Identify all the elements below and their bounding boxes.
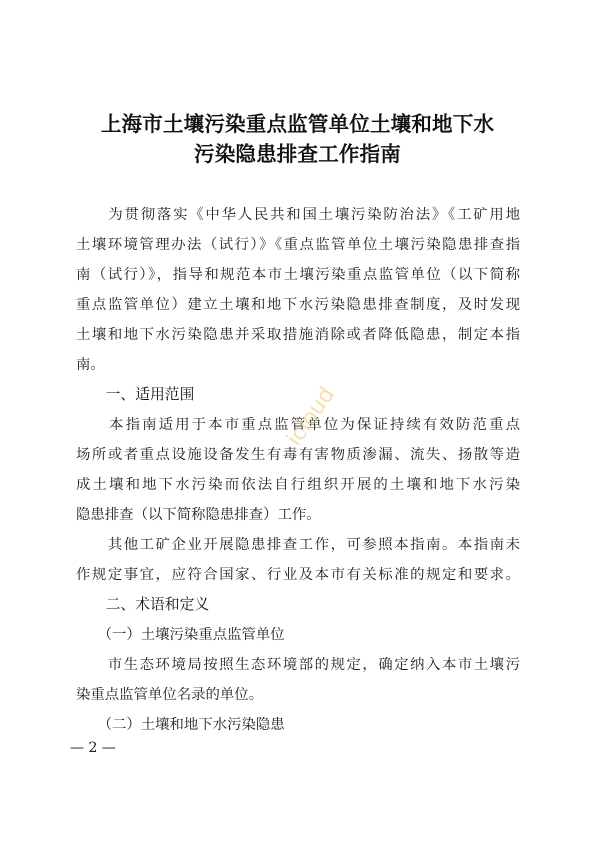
intro-line-5: 土壤和地下水污染隐患并采取措施消除或者降低隐患，制定本指: [76, 327, 520, 343]
scope-line-2: 场所或者重点设施设备发生有毒有害物质渗漏、流失、扬散等造: [76, 447, 520, 463]
scope-line-4: 隐患排查（以下简称隐患排查）工作。: [76, 507, 321, 523]
subsection-heading-key-units: （一）土壤污染重点监管单位: [76, 627, 285, 643]
document-title-line-1: 上海市土壤污染重点监管单位土壤和地下水: [100, 112, 495, 136]
intro-line-6: 南。: [76, 357, 105, 373]
intro-line-4: 重点监管单位）建立土壤和地下水污染隐患排查制度，及时发现: [76, 297, 520, 313]
subsection-heading-hazards: （二）土壤和地下水污染隐患: [76, 717, 285, 733]
watermark-text: icloud: [281, 382, 341, 451]
key-units-line-1: 市生态环境局按照生态环境部的规定，确定纳入本市土壤污: [76, 657, 520, 673]
scope-line-6: 作规定事宜，应符合国家、行业及本市有关标准的规定和要求。: [76, 567, 520, 583]
key-units-line-2: 染重点监管单位名录的单位。: [76, 687, 264, 703]
scope-line-1: 本指南适用于本市重点监管单位为保证持续有效防范重点: [76, 417, 520, 433]
scope-line-3: 成土壤和地下水污染而依法自行组织开展的土壤和地下水污染: [76, 477, 520, 493]
scope-line-5: 其他工矿企业开展隐患排查工作，可参照本指南。本指南未: [76, 537, 520, 553]
section-heading-scope: 一、适用范围: [76, 386, 195, 403]
document-title-line-2: 污染隐患排查工作指南: [194, 142, 401, 166]
section-heading-terms: 二、术语和定义: [76, 596, 210, 613]
intro-line-1: 为贯彻落实《中华人民共和国土壤污染防治法》《工矿用地: [76, 207, 520, 223]
intro-line-2: 土壤环境管理办法（试行）》《重点监管单位土壤污染隐患排查指: [76, 237, 520, 253]
intro-line-3: 南（试行）》，指导和规范本市土壤污染重点监管单位（以下简称: [76, 267, 520, 283]
page-number: — 2 —: [70, 740, 116, 756]
